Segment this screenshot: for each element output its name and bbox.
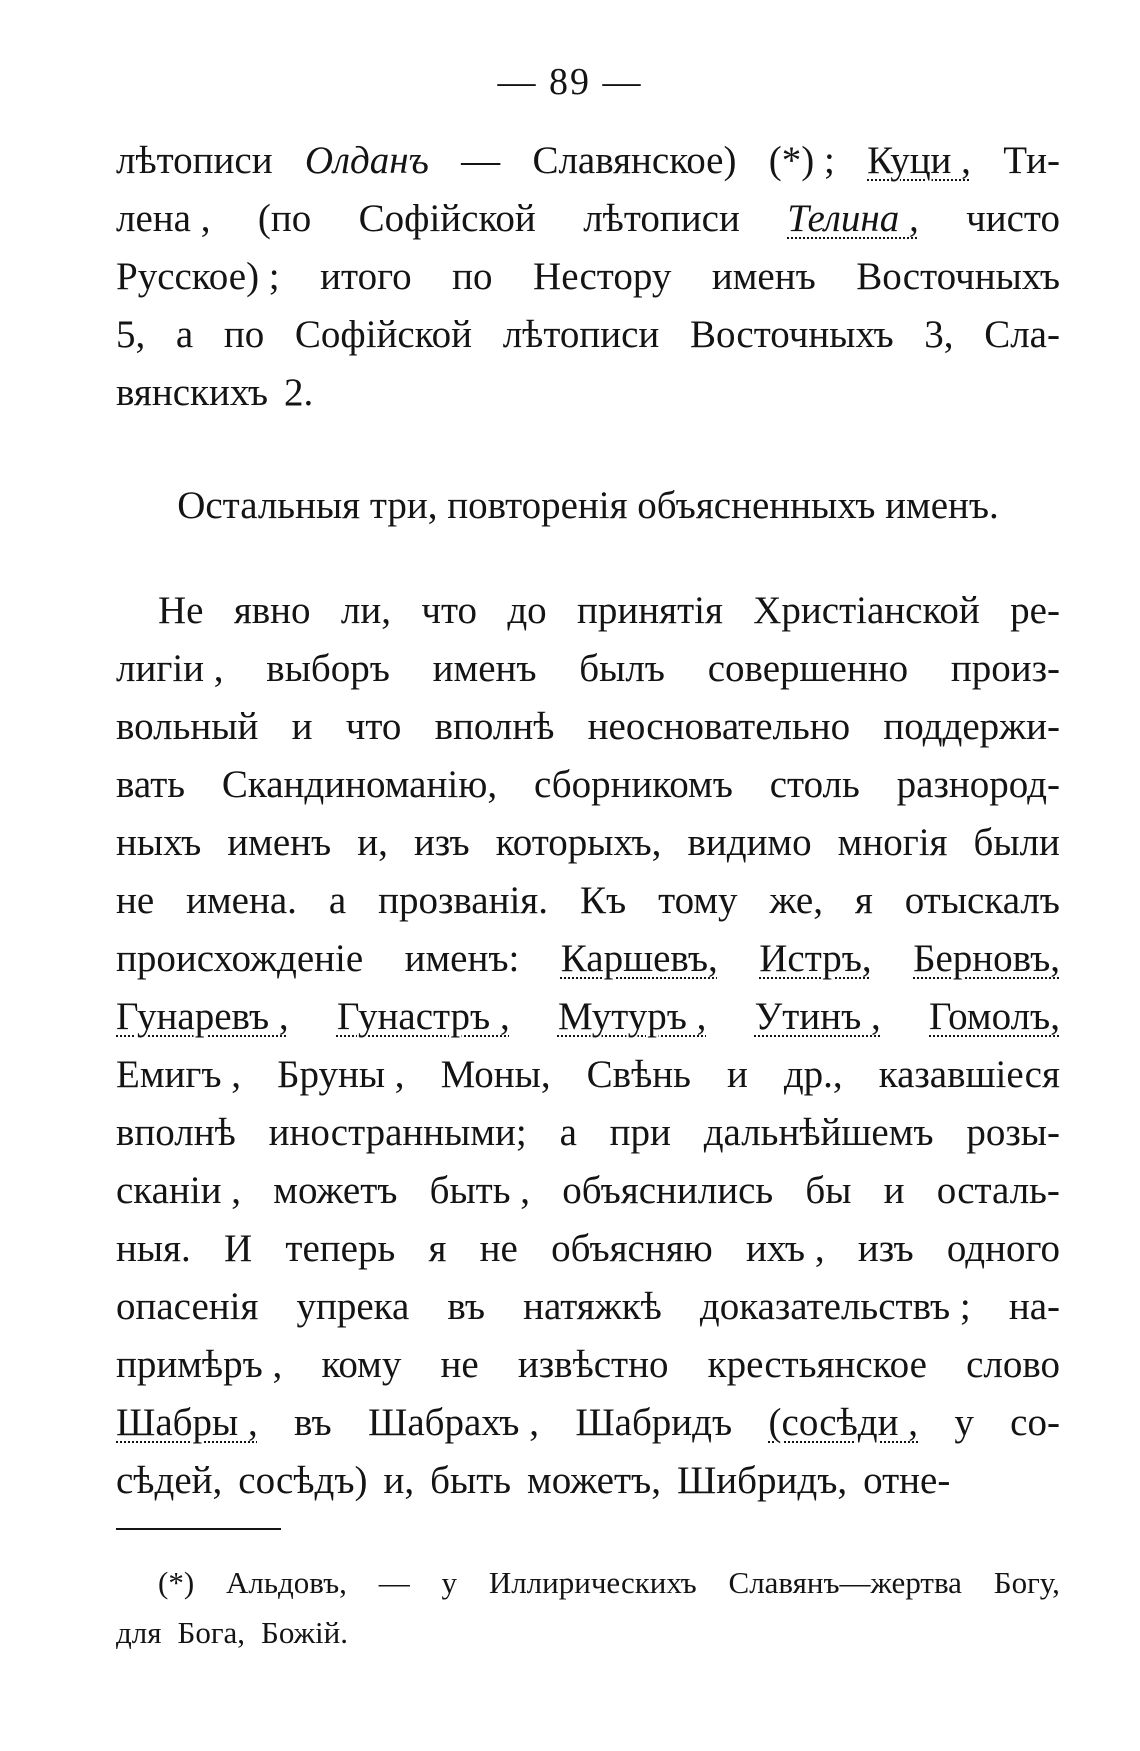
word: крестьянское xyxy=(707,1343,927,1386)
word: сосѣдъ) xyxy=(238,1459,368,1502)
word: примѣръ , xyxy=(116,1343,283,1386)
word: Свѣнь xyxy=(586,1053,691,1096)
word: упрека xyxy=(296,1285,410,1328)
word: Олданъ xyxy=(304,139,429,182)
word: а xyxy=(328,879,347,922)
word: и, xyxy=(383,1459,415,1502)
word: Славянское) xyxy=(532,139,737,182)
word: изъ xyxy=(857,1227,914,1270)
word: Славянъ—жертва xyxy=(728,1565,962,1600)
word: со- xyxy=(1010,1401,1060,1444)
word: вянскихъ xyxy=(116,371,269,414)
paragraph-line xyxy=(116,364,1060,422)
word: произ- xyxy=(950,647,1060,690)
word: лѣтописи xyxy=(116,139,273,182)
word: казавшіеся xyxy=(878,1053,1060,1096)
word: я xyxy=(428,1227,447,1270)
word: одного xyxy=(946,1227,1060,1270)
word: Мутуръ , xyxy=(557,995,707,1038)
word: явно xyxy=(233,589,311,632)
paragraph-line xyxy=(116,1220,1060,1278)
word: Скандиноманію, xyxy=(221,763,498,806)
word: лигіи , xyxy=(116,647,224,690)
word: (*) xyxy=(158,1565,195,1600)
word: Христіанской xyxy=(753,589,980,632)
word: отыскалъ xyxy=(904,879,1060,922)
paragraph-line xyxy=(116,1046,1060,1104)
paragraph-line xyxy=(116,132,1060,190)
word: Бруны , xyxy=(277,1053,405,1096)
word: 2. xyxy=(284,371,314,414)
word: ре- xyxy=(1010,589,1060,632)
word: вполнѣ xyxy=(116,1111,236,1154)
word: Восточныхъ xyxy=(689,313,894,356)
word: доказательствъ ; xyxy=(699,1285,971,1328)
word: и, xyxy=(357,821,388,864)
word: можетъ xyxy=(273,1169,398,1212)
word: Восточныхъ xyxy=(856,255,1060,298)
word: вать xyxy=(116,763,186,806)
word: Софійской xyxy=(294,313,473,356)
word: по xyxy=(452,255,493,298)
word: Моны, xyxy=(440,1053,551,1096)
word: сканіи , xyxy=(116,1169,242,1212)
word: Божій. xyxy=(261,1615,348,1650)
word: былъ xyxy=(579,647,665,690)
paragraph-line xyxy=(116,698,1060,756)
word: видимо xyxy=(687,821,812,864)
word: въ xyxy=(447,1285,486,1328)
word: вполнѣ xyxy=(434,705,555,748)
word: Утинъ , xyxy=(754,995,881,1038)
word: теперь xyxy=(285,1227,396,1270)
word: Телина , xyxy=(787,197,919,240)
word: др., xyxy=(783,1053,843,1096)
word: Нестору xyxy=(533,255,672,298)
word: бы xyxy=(805,1169,852,1212)
word: 5, xyxy=(116,313,146,356)
word: Шабрахъ , xyxy=(367,1401,539,1444)
paragraph-line xyxy=(116,872,1060,930)
word: до xyxy=(507,589,547,632)
word: выборъ xyxy=(266,647,390,690)
word: для xyxy=(116,1615,162,1650)
word: принятія xyxy=(577,589,723,632)
word: Гомолъ, xyxy=(929,995,1060,1038)
paragraph-continuation xyxy=(116,132,1060,422)
paragraph-line xyxy=(116,640,1060,698)
word: Емигъ , xyxy=(116,1053,242,1096)
word: прозванія. xyxy=(378,879,548,922)
word: можетъ, xyxy=(527,1459,661,1502)
word: Шабры , xyxy=(116,1401,258,1444)
word: Сла- xyxy=(984,313,1060,356)
paragraph-line xyxy=(116,1162,1060,1220)
word: Бога, xyxy=(177,1615,246,1650)
paragraph-line xyxy=(116,306,1060,364)
word: что xyxy=(345,705,402,748)
word: ли, xyxy=(340,589,391,632)
paragraph-line xyxy=(116,248,1060,306)
word: Гунастръ , xyxy=(336,995,510,1038)
paragraph-line xyxy=(116,756,1060,814)
paragraph-line xyxy=(116,1394,1060,1452)
word: Гунаревъ , xyxy=(116,995,289,1038)
word: именъ: xyxy=(404,937,520,980)
word: иностранными; xyxy=(268,1111,527,1154)
word: именъ xyxy=(432,647,537,690)
footnote-divider xyxy=(116,1528,281,1530)
word: 3, xyxy=(924,313,954,356)
word: изъ xyxy=(413,821,470,864)
word: опасенія xyxy=(116,1285,259,1328)
word: ныя. xyxy=(116,1227,191,1270)
word: я xyxy=(854,879,873,922)
word: совершенно xyxy=(707,647,909,690)
paragraph-line xyxy=(116,930,1060,988)
paragraph-line xyxy=(116,988,1060,1046)
word: именъ xyxy=(227,821,332,864)
word: неосновательно xyxy=(587,705,851,748)
word: не xyxy=(116,879,155,922)
word: извѣстно xyxy=(517,1343,669,1386)
word: ихъ , xyxy=(746,1227,825,1270)
word: Куци , xyxy=(867,139,971,182)
word: и xyxy=(726,1053,748,1096)
word: сборникомъ xyxy=(533,763,733,806)
word: лѣтописи xyxy=(583,197,740,240)
word: Альдовъ, xyxy=(225,1565,347,1600)
word: Шабридъ xyxy=(575,1401,733,1444)
page-number: — 89 — xyxy=(497,61,643,103)
word: именъ xyxy=(711,255,816,298)
word: — xyxy=(461,139,501,182)
word: и xyxy=(291,705,313,748)
word: чисто xyxy=(966,197,1060,240)
word: разнород- xyxy=(896,763,1060,806)
paragraph-line: Остальныя три, повторенія объясненныхъ именъ. xyxy=(177,484,999,527)
word: а xyxy=(175,313,194,356)
word: не xyxy=(440,1343,479,1386)
paragraph-line xyxy=(116,1104,1060,1162)
paragraph-line xyxy=(116,1608,1060,1658)
word: поддержи- xyxy=(883,705,1060,748)
word: же, xyxy=(769,879,823,922)
word: лѣтописи xyxy=(502,313,660,356)
word: которыхъ, xyxy=(495,821,662,864)
word: по xyxy=(223,313,265,356)
word: (по xyxy=(257,197,312,240)
word: что xyxy=(421,589,477,632)
paragraph-line xyxy=(116,582,1060,640)
word: Ти- xyxy=(1003,139,1060,182)
word: не xyxy=(479,1227,518,1270)
word: столь xyxy=(769,763,860,806)
word: при xyxy=(609,1111,671,1154)
word: тому xyxy=(658,879,738,922)
word: — xyxy=(378,1565,410,1600)
paragraph-line xyxy=(116,190,1060,248)
word: натяжкѣ xyxy=(523,1285,662,1328)
word: Къ xyxy=(579,879,627,922)
word: дальнѣйшемъ xyxy=(703,1111,934,1154)
paragraph-main xyxy=(116,582,1060,1510)
paragraph-remaining-names xyxy=(116,476,1060,536)
paragraph-line xyxy=(116,1336,1060,1394)
word: многія xyxy=(837,821,948,864)
footnote xyxy=(116,1558,1060,1658)
paragraph-line xyxy=(116,1452,1060,1510)
word: розы- xyxy=(966,1111,1060,1154)
word: вольный xyxy=(116,705,259,748)
word: отне- xyxy=(863,1459,951,1502)
word: И xyxy=(224,1227,253,1270)
word: сѣдей, xyxy=(116,1459,223,1502)
word: Не xyxy=(158,589,204,632)
word: быть , xyxy=(429,1169,531,1212)
word: быть xyxy=(430,1459,512,1502)
paragraph-line xyxy=(116,1278,1060,1336)
word: имена. xyxy=(186,879,297,922)
word: Софійской xyxy=(358,197,536,240)
word: Каршевъ, xyxy=(560,937,718,980)
word: были xyxy=(973,821,1060,864)
paragraph-line xyxy=(116,1558,1060,1608)
word: осталь- xyxy=(936,1169,1060,1212)
word: а xyxy=(559,1111,577,1154)
word: кому xyxy=(321,1343,402,1386)
word: происхожденіе xyxy=(116,937,364,980)
word: слово xyxy=(966,1343,1060,1386)
word: (*) ; xyxy=(768,139,835,182)
word: у xyxy=(954,1401,974,1444)
word: объясняю xyxy=(551,1227,713,1270)
word: на- xyxy=(1008,1285,1060,1328)
word: Берновъ, xyxy=(913,937,1060,980)
word: итого xyxy=(320,255,412,298)
word: у xyxy=(441,1565,458,1600)
word: Богу, xyxy=(993,1565,1060,1600)
word: объяснились xyxy=(562,1169,774,1212)
word: въ xyxy=(294,1401,332,1444)
paragraph-line xyxy=(116,814,1060,872)
word: Шибридъ, xyxy=(676,1459,848,1502)
word: Русское) ; xyxy=(116,255,280,298)
word: ныхъ xyxy=(116,821,202,864)
word: Иллирическихъ xyxy=(488,1565,697,1600)
word: и xyxy=(883,1169,905,1212)
word: Истръ, xyxy=(759,937,872,980)
word: (сосѣди , xyxy=(768,1401,918,1444)
word: лена , xyxy=(116,197,211,240)
